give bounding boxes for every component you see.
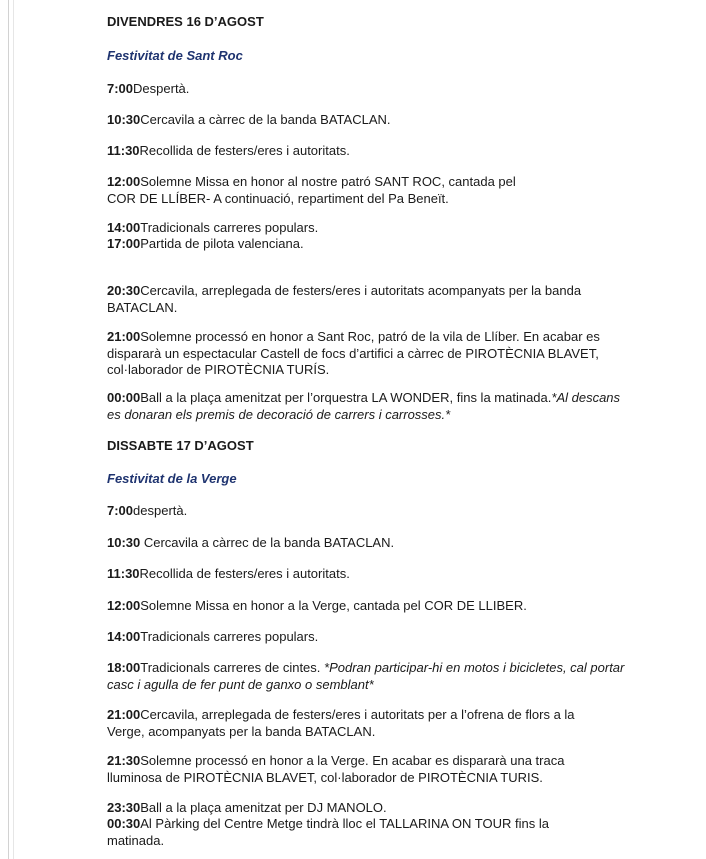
schedule-entry [107,143,686,160]
schedule-entry [107,112,686,129]
entry-text: Tradicionals carreres de cintes. [140,660,325,675]
entry-text: Recollida de festers/eres i autoritats. [139,143,350,158]
entry-text: Solemne Missa en honor al nostre patró SANT ROC, cantada pel COR DE LLÍBER- A continuació, repartiment del Pa Beneït. [107,174,516,206]
schedule-entry [107,598,686,615]
entry-time: 11:30 [107,143,140,158]
schedule-entry [107,283,597,316]
entry-text: Ball a la plaça amenitzat per l’orquestra LA WONDER, fins la matinada. [140,390,552,405]
entry-time: 21:00 [107,329,141,344]
schedule-entry [107,81,686,98]
page-edge-line [8,0,9,859]
entry-time: 14:00 [107,629,141,644]
entry-time: 12:00 [107,598,141,613]
schedule-entry [107,535,686,552]
entry-time: 00:00 [107,390,141,405]
schedule-entry [107,503,686,520]
entry-time: 21:30 [107,753,141,768]
schedule-entry [107,816,587,849]
schedule-entry [107,390,622,423]
schedule-entry [107,660,627,693]
schedule-entry [107,329,622,379]
entry-text: Tradicionals carreres populars. [140,629,319,644]
entry-text: Tradicionals carreres populars. [140,220,319,235]
schedule-entry [107,753,587,786]
schedule-entry [107,236,686,253]
entry-time: 17:00 [107,236,141,251]
entry-time: 10:30 [107,535,141,550]
day-title: DIVENDRES 16 D’AGOST [107,14,264,29]
entry-text: Solemne processó en honor a Sant Roc, patró de la vila de Llíber. En acabar es dispararà un espectacular Castell de focs d’artifici a càrrec de PIROTÈCNIA BLAVET, col·laborador de PIROTÈCNIA TURÍS. [107,329,600,377]
entry-text: Cercavila, arreplegada de festers/eres i autoritats per a l’ofrena de flors a la Verge, acompanyats per la banda BATACLAN. [107,707,575,739]
entry-time: 18:00 [107,660,141,675]
entry-time: 12:00 [107,174,141,189]
entry-text: Cercavila, arreplegada de festers/eres i autoritats acompanyats per la banda BATACLAN. [107,283,582,315]
entry-time: 7:00 [107,81,134,96]
entry-text: Cercavila a càrrec de la banda BATACLAN. [140,112,391,127]
entry-time: 7:00 [107,503,134,518]
schedule-entry [107,220,686,237]
schedule-entry [107,707,597,740]
entry-text: Despertà. [133,81,190,96]
entry-text: Solemne Missa en honor a la Verge, cantada pel COR DE LLIBER. [140,598,527,613]
entry-text: Partida de pilota valenciana. [140,236,304,251]
entry-time: 11:30 [107,566,140,581]
schedule-entry [107,629,686,646]
schedule-entry [107,566,686,583]
entry-time: 21:00 [107,707,141,722]
entry-time: 10:30 [107,112,141,127]
entry-time: 20:30 [107,283,141,298]
page-edge-line [13,0,14,859]
entry-time: 23:30 [107,800,141,815]
entry-text: Ball a la plaça amenitzat per DJ MANOLO. [140,800,387,815]
entry-time: 00:30 [107,816,141,831]
entry-text: Solemne processó en honor a la Verge. En acabar es dispararà una traca lluminosa de PIROTÈCNIA BLAVET, col·laborador de PIROTÈCNIA TURIS. [107,753,565,785]
festivity-title: Festivitat de la Verge [107,471,237,486]
entry-text: Cercavila a càrrec de la banda BATACLAN. [140,535,395,550]
entry-text: despertà. [133,503,188,518]
entry-note: *Al descans es donaran els premis de decoració de carrers i carrosses.* [107,390,621,422]
schedule-entry [107,800,686,817]
entry-time: 14:00 [107,220,141,235]
entry-text: Al Pàrking del Centre Metge tindrà lloc el TALLARINA ON TOUR fins la matinada. [107,816,549,848]
entry-note: *Podran participar-hi en motos i bicicletes, cal portar casc i agulla de fer punt de ganxo o semblant* [107,660,625,692]
schedule-entry [107,174,547,207]
festivity-title: Festivitat de Sant Roc [107,48,243,63]
entry-text: Recollida de festers/eres i autoritats. [139,566,350,581]
day-title: DISSABTE 17 D’AGOST [107,438,254,453]
